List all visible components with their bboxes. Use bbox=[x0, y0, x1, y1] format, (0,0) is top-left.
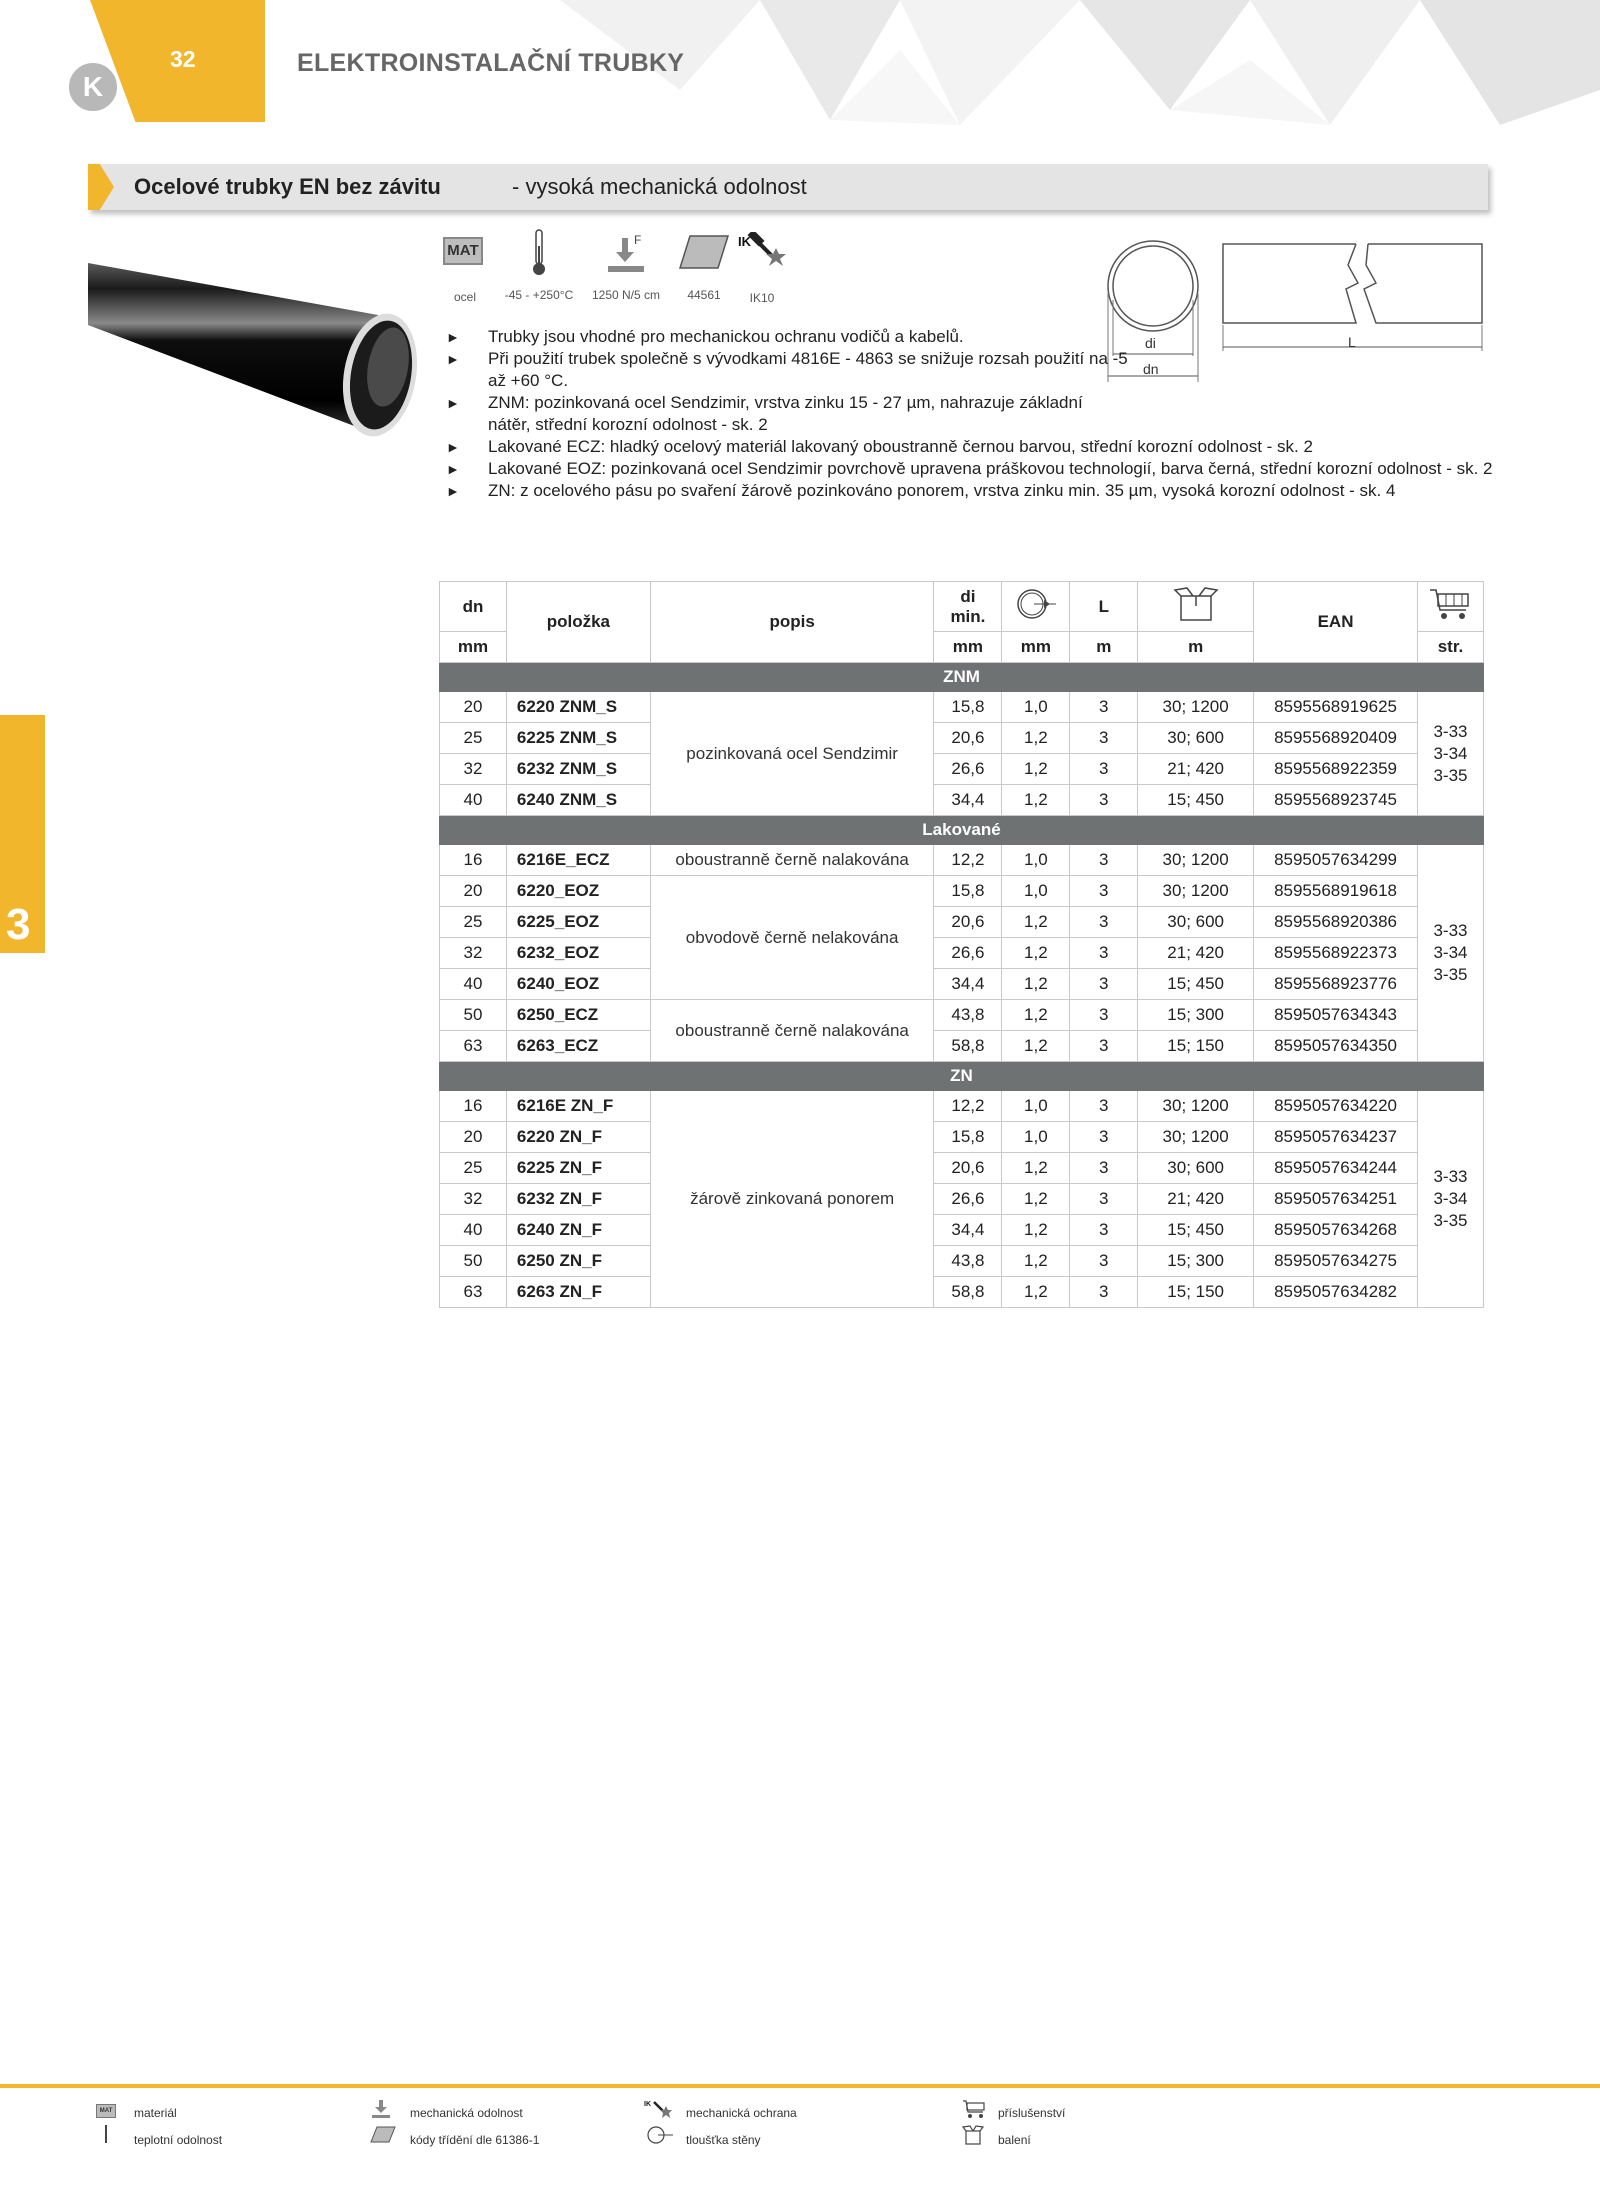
cell-dn: 16 bbox=[440, 1091, 507, 1122]
cell-dn: 32 bbox=[440, 754, 507, 785]
page-ref: 3-35 bbox=[1433, 965, 1468, 984]
force-icon bbox=[604, 232, 648, 276]
footer-code-plate-icon bbox=[370, 2126, 396, 2144]
cell-wall: 1,2 bbox=[1002, 1184, 1070, 1215]
cell-di: 58,8 bbox=[934, 1031, 1002, 1062]
svg-text:IK: IK bbox=[644, 2101, 651, 2108]
wall-thickness-icon bbox=[1014, 586, 1058, 622]
cell-ean: 8595568919625 bbox=[1254, 692, 1418, 723]
cell-length: 3 bbox=[1070, 969, 1138, 1000]
cell-description: pozinkovaná ocel Sendzimir bbox=[650, 692, 934, 816]
cell-pack: 30; 1200 bbox=[1138, 1122, 1254, 1153]
cell-di: 58,8 bbox=[934, 1277, 1002, 1308]
table-row bbox=[440, 1184, 1484, 1215]
table-row bbox=[440, 1277, 1484, 1308]
cell-length: 3 bbox=[1070, 1031, 1138, 1062]
cell-pack: 15; 300 bbox=[1138, 1246, 1254, 1277]
table-row bbox=[440, 1153, 1484, 1184]
cell-item-code: 6216E ZN_F bbox=[506, 1091, 650, 1122]
footer-wall-thickness-icon bbox=[646, 2124, 674, 2146]
cell-wall: 1,0 bbox=[1002, 1091, 1070, 1122]
bullet-arrow-icon: ► bbox=[446, 351, 460, 367]
unit-wall: mm bbox=[1002, 632, 1070, 663]
section-row bbox=[440, 1062, 1484, 1091]
cell-item-code: 6225_EOZ bbox=[506, 907, 650, 938]
footer-box-icon bbox=[962, 2124, 984, 2146]
cell-wall: 1,2 bbox=[1002, 969, 1070, 1000]
bullet-arrow-icon: ► bbox=[446, 483, 460, 499]
footer-cart-icon bbox=[962, 2098, 986, 2120]
cell-di: 20,6 bbox=[934, 1153, 1002, 1184]
footer-ik-hammer-icon bbox=[644, 2098, 674, 2120]
bullet-arrow-icon: ► bbox=[446, 461, 460, 477]
cell-pack: 30; 1200 bbox=[1138, 876, 1254, 907]
cell-ean: 8595568922373 bbox=[1254, 938, 1418, 969]
cell-length: 3 bbox=[1070, 1215, 1138, 1246]
cell-length: 3 bbox=[1070, 723, 1138, 754]
page-ref: 3-33 bbox=[1433, 1167, 1468, 1186]
cell-length: 3 bbox=[1070, 938, 1138, 969]
cell-dn: 50 bbox=[440, 1000, 507, 1031]
cell-wall: 1,2 bbox=[1002, 723, 1070, 754]
cell-pack: 30; 600 bbox=[1138, 907, 1254, 938]
cell-ean: 8595568923745 bbox=[1254, 785, 1418, 816]
section-label: ZN bbox=[440, 1062, 1484, 1091]
cell-wall: 1,2 bbox=[1002, 1277, 1070, 1308]
cell-dn: 25 bbox=[440, 723, 507, 754]
header-ean: EAN bbox=[1254, 582, 1418, 663]
cell-pack: 21; 420 bbox=[1138, 938, 1254, 969]
table-row bbox=[440, 1091, 1484, 1122]
cell-pack: 30; 1200 bbox=[1138, 692, 1254, 723]
page-ref: 3-35 bbox=[1433, 765, 1468, 785]
cell-item-code: 6240 ZN_F bbox=[506, 1215, 650, 1246]
header-pages bbox=[1417, 582, 1483, 632]
table-row bbox=[440, 876, 1484, 907]
footer-legend-label: teplotní odolnost bbox=[134, 2133, 223, 2147]
cell-ean: 8595057634251 bbox=[1254, 1184, 1418, 1215]
cart-icon bbox=[1428, 586, 1472, 622]
cell-description: oboustranně černě nalakována bbox=[650, 845, 934, 876]
cell-di: 15,8 bbox=[934, 1122, 1002, 1153]
cell-item-code: 6240 ZNM_S bbox=[506, 785, 650, 816]
cell-dn: 63 bbox=[440, 1277, 507, 1308]
cell-wall: 1,0 bbox=[1002, 1122, 1070, 1153]
table-row bbox=[440, 1031, 1484, 1062]
cell-item-code: 6240_EOZ bbox=[506, 969, 650, 1000]
unit-dn: mm bbox=[440, 632, 507, 663]
cell-item-code: 6250_ECZ bbox=[506, 1000, 650, 1031]
footer-legend-label: mechanická odolnost bbox=[410, 2106, 523, 2120]
cell-dn: 32 bbox=[440, 938, 507, 969]
bullet-arrow-icon: ► bbox=[446, 395, 460, 411]
ik-hammer-icon bbox=[738, 232, 788, 276]
page-ref: 3-33 bbox=[1433, 921, 1468, 940]
cell-pack: 15; 450 bbox=[1138, 785, 1254, 816]
cell-item-code: 6220_EOZ bbox=[506, 876, 650, 907]
cell-ean: 8595568922359 bbox=[1254, 754, 1418, 785]
header-wall bbox=[1002, 582, 1070, 632]
unit-L: m bbox=[1070, 632, 1138, 663]
cell-ean: 8595568923776 bbox=[1254, 969, 1418, 1000]
cell-ean: 8595057634282 bbox=[1254, 1277, 1418, 1308]
icon-label-temperature: -45 - +250°C bbox=[504, 288, 574, 302]
cell-length: 3 bbox=[1070, 1091, 1138, 1122]
cell-pack: 15; 300 bbox=[1138, 1000, 1254, 1031]
page-ref: 3-33 bbox=[1433, 721, 1468, 741]
cell-wall: 1,2 bbox=[1002, 938, 1070, 969]
cell-length: 3 bbox=[1070, 1000, 1138, 1031]
cell-di: 34,4 bbox=[934, 785, 1002, 816]
cell-wall: 1,2 bbox=[1002, 1153, 1070, 1184]
page-ref: 3-34 bbox=[1433, 943, 1468, 962]
section-row bbox=[440, 663, 1484, 692]
footer-legend-label: balení bbox=[998, 2133, 1031, 2147]
footer-thermometer-icon bbox=[102, 2124, 110, 2146]
cell-ean: 8595568920409 bbox=[1254, 723, 1418, 754]
code-plate-icon bbox=[678, 234, 730, 272]
header-dn: dn bbox=[440, 582, 507, 632]
cell-length: 3 bbox=[1070, 1277, 1138, 1308]
cell-wall: 1,2 bbox=[1002, 1000, 1070, 1031]
section-header: ELEKTROINSTALAČNÍ TRUBKY bbox=[297, 49, 685, 77]
cell-di: 34,4 bbox=[934, 969, 1002, 1000]
footer-force-icon bbox=[370, 2098, 392, 2120]
cell-ean: 8595568920386 bbox=[1254, 907, 1418, 938]
cell-item-code: 6232_EOZ bbox=[506, 938, 650, 969]
cell-dn: 20 bbox=[440, 692, 507, 723]
cell-length: 3 bbox=[1070, 1246, 1138, 1277]
cell-pages bbox=[1417, 1091, 1483, 1308]
cell-ean: 8595568919618 bbox=[1254, 876, 1418, 907]
cell-di: 20,6 bbox=[934, 907, 1002, 938]
brand-logo bbox=[66, 60, 120, 114]
cell-wall: 1,0 bbox=[1002, 876, 1070, 907]
cell-pack: 15; 150 bbox=[1138, 1277, 1254, 1308]
list-item: ► ZN: z ocelového pásu po svaření žárově pozinkováno ponorem, vrstva zinku min. 35 µm, vysoká korozní odolnost - sk. 4 bbox=[446, 481, 1396, 500]
header-pack bbox=[1138, 582, 1254, 632]
cell-item-code: 6220 ZN_F bbox=[506, 1122, 650, 1153]
cell-dn: 25 bbox=[440, 907, 507, 938]
cell-length: 3 bbox=[1070, 1122, 1138, 1153]
cell-ean: 8595057634350 bbox=[1254, 1031, 1418, 1062]
table-row bbox=[440, 692, 1484, 723]
list-item: ► ZNM: pozinkovaná ocel Sendzimir, vrstva zinku 15 - 27 µm, nahrazuje základní nátěr, střední korozní odolnost - sk. 2 bbox=[446, 393, 1083, 434]
cell-wall: 1,2 bbox=[1002, 1246, 1070, 1277]
icon-label-code: 44561 bbox=[687, 288, 721, 302]
footer-divider bbox=[0, 2084, 1600, 2088]
table-row bbox=[440, 754, 1484, 785]
cell-dn: 16 bbox=[440, 845, 507, 876]
cell-wall: 1,2 bbox=[1002, 1031, 1070, 1062]
cell-di: 12,2 bbox=[934, 1091, 1002, 1122]
cell-length: 3 bbox=[1070, 876, 1138, 907]
table-row bbox=[440, 1246, 1484, 1277]
bullet-arrow-icon: ► bbox=[446, 439, 460, 455]
cell-pack: 15; 450 bbox=[1138, 969, 1254, 1000]
cell-pack: 30; 1200 bbox=[1138, 845, 1254, 876]
cell-pack: 30; 600 bbox=[1138, 723, 1254, 754]
cell-di: 15,8 bbox=[934, 876, 1002, 907]
footer-legend-label: příslušenství bbox=[998, 2106, 1066, 2120]
cell-description: oboustranně černě nalakována bbox=[650, 1000, 934, 1062]
list-item: ► Při použití trubek společně s vývodkami 4816E - 4863 se snižuje rozsah použití na -5 až +60 °C. bbox=[446, 349, 1128, 390]
unit-di: mm bbox=[934, 632, 1002, 663]
section-label: ZNM bbox=[440, 663, 1484, 692]
cell-length: 3 bbox=[1070, 1153, 1138, 1184]
list-item: ► Lakované EOZ: pozinkovaná ocel Sendzimir povrchově upravena práškovou technologií, barva černá, střední korozní odolnost - sk. 2 bbox=[446, 459, 1493, 478]
steel-tube-image bbox=[88, 255, 418, 445]
cell-dn: 50 bbox=[440, 1246, 507, 1277]
cell-description: obvodově černě nelakována bbox=[650, 876, 934, 1000]
footer-mat-icon: MAT bbox=[96, 2104, 116, 2118]
bullet-arrow-icon: ► bbox=[446, 329, 460, 345]
table-row bbox=[440, 1000, 1484, 1031]
box-icon bbox=[1173, 586, 1219, 622]
product-table bbox=[439, 581, 1484, 1308]
footer-legend-label: tloušťka stěny bbox=[686, 2133, 761, 2147]
cell-di: 26,6 bbox=[934, 938, 1002, 969]
cell-pack: 30; 1200 bbox=[1138, 1091, 1254, 1122]
cell-item-code: 6263 ZN_F bbox=[506, 1277, 650, 1308]
cell-pack: 30; 600 bbox=[1138, 1153, 1254, 1184]
diagram-label-L: L bbox=[1348, 334, 1356, 350]
cell-ean: 8595057634343 bbox=[1254, 1000, 1418, 1031]
cell-item-code: 6232 ZN_F bbox=[506, 1184, 650, 1215]
product-table-body bbox=[440, 663, 1484, 1308]
cell-dn: 20 bbox=[440, 876, 507, 907]
cell-di: 43,8 bbox=[934, 1246, 1002, 1277]
page-number: 32 bbox=[170, 46, 196, 72]
cell-item-code: 6263_ECZ bbox=[506, 1031, 650, 1062]
page-ref: 3-34 bbox=[1433, 1189, 1468, 1208]
cell-dn: 20 bbox=[440, 1122, 507, 1153]
cell-length: 3 bbox=[1070, 907, 1138, 938]
cell-item-code: 6250 ZN_F bbox=[506, 1246, 650, 1277]
cell-dn: 40 bbox=[440, 969, 507, 1000]
cell-dn: 32 bbox=[440, 1184, 507, 1215]
cell-ean: 8595057634237 bbox=[1254, 1122, 1418, 1153]
cell-di: 20,6 bbox=[934, 723, 1002, 754]
table-row bbox=[440, 938, 1484, 969]
cell-wall: 1,2 bbox=[1002, 754, 1070, 785]
icon-label-ik: IK10 bbox=[749, 291, 775, 305]
cell-wall: 1,0 bbox=[1002, 692, 1070, 723]
cell-item-code: 6225 ZNM_S bbox=[506, 723, 650, 754]
cell-dn: 63 bbox=[440, 1031, 507, 1062]
cell-pack: 21; 420 bbox=[1138, 1184, 1254, 1215]
footer-legend-label: mechanická ochrana bbox=[686, 2106, 797, 2120]
table-row bbox=[440, 785, 1484, 816]
table-row bbox=[440, 969, 1484, 1000]
list-item: ► Trubky jsou vhodné pro mechanickou ochranu vodičů a kabelů. bbox=[446, 327, 964, 346]
cell-ean: 8595057634299 bbox=[1254, 845, 1418, 876]
cell-dn: 40 bbox=[440, 1215, 507, 1246]
cell-item-code: 6232 ZNM_S bbox=[506, 754, 650, 785]
cell-dn: 40 bbox=[440, 785, 507, 816]
icon-label-material: ocel bbox=[453, 290, 476, 304]
header-description: popis bbox=[650, 582, 934, 663]
cell-pages bbox=[1417, 845, 1483, 1062]
cell-pack: 15; 150 bbox=[1138, 1031, 1254, 1062]
cell-wall: 1,2 bbox=[1002, 785, 1070, 816]
table-row bbox=[440, 1215, 1484, 1246]
cell-pack: 21; 420 bbox=[1138, 754, 1254, 785]
table-row bbox=[440, 845, 1484, 876]
footer-legend-label: kódy třídění dle 61386-1 bbox=[410, 2133, 540, 2147]
icon-label-force: 1250 N/5 cm bbox=[591, 288, 661, 302]
cell-length: 3 bbox=[1070, 1184, 1138, 1215]
cell-pages bbox=[1417, 692, 1483, 816]
table-row bbox=[440, 723, 1484, 754]
cell-description: žárově zinkovaná ponorem bbox=[650, 1091, 934, 1308]
header-di: di min. bbox=[934, 582, 1002, 632]
cell-pack: 15; 450 bbox=[1138, 1215, 1254, 1246]
cell-ean: 8595057634244 bbox=[1254, 1153, 1418, 1184]
header-L: L bbox=[1070, 582, 1138, 632]
cell-length: 3 bbox=[1070, 754, 1138, 785]
cell-wall: 1,2 bbox=[1002, 1215, 1070, 1246]
cell-wall: 1,2 bbox=[1002, 907, 1070, 938]
cell-di: 34,4 bbox=[934, 1215, 1002, 1246]
list-item: ► Lakované ECZ: hladký ocelový materiál lakovaný oboustranně černou barvou, střední korozní odolnost - sk. 2 bbox=[446, 437, 1313, 456]
table-row bbox=[440, 907, 1484, 938]
force-letter: F bbox=[634, 233, 642, 247]
cell-ean: 8595057634268 bbox=[1254, 1215, 1418, 1246]
cell-di: 26,6 bbox=[934, 1184, 1002, 1215]
thermometer-icon bbox=[530, 228, 548, 278]
cell-ean: 8595057634220 bbox=[1254, 1091, 1418, 1122]
cell-length: 3 bbox=[1070, 845, 1138, 876]
cell-dn: 25 bbox=[440, 1153, 507, 1184]
unit-pack: m bbox=[1138, 632, 1254, 663]
footer-legend-label: materiál bbox=[134, 2106, 177, 2120]
header-pages-label: str. bbox=[1417, 632, 1483, 663]
cell-item-code: 6220 ZNM_S bbox=[506, 692, 650, 723]
page-ref: 3-35 bbox=[1433, 1211, 1468, 1230]
cell-item-code: 6225 ZN_F bbox=[506, 1153, 650, 1184]
section-label: Lakované bbox=[440, 816, 1484, 845]
cell-wall: 1,0 bbox=[1002, 845, 1070, 876]
diagram-label-dn: dn bbox=[1143, 361, 1159, 377]
cell-di: 26,6 bbox=[934, 754, 1002, 785]
chapter-number: 3 bbox=[6, 900, 31, 949]
feature-list bbox=[440, 326, 1500, 502]
logo-letter: K bbox=[82, 71, 104, 102]
product-subtitle: - vysoká mechanická odolnost bbox=[512, 174, 807, 199]
diagram-label-di: di bbox=[1145, 335, 1156, 351]
section-row bbox=[440, 816, 1484, 845]
header-item: položka bbox=[506, 582, 650, 663]
cell-item-code: 6216E_ECZ bbox=[506, 845, 650, 876]
cell-length: 3 bbox=[1070, 692, 1138, 723]
product-title: Ocelové trubky EN bez závitu bbox=[134, 174, 441, 199]
ik-letters: IK bbox=[738, 234, 751, 249]
cell-ean: 8595057634275 bbox=[1254, 1246, 1418, 1277]
cell-di: 12,2 bbox=[934, 845, 1002, 876]
cell-di: 15,8 bbox=[934, 692, 1002, 723]
table-row bbox=[440, 1122, 1484, 1153]
cell-length: 3 bbox=[1070, 785, 1138, 816]
cell-di: 43,8 bbox=[934, 1000, 1002, 1031]
material-icon: MAT bbox=[443, 237, 483, 265]
page-ref: 3-34 bbox=[1433, 743, 1468, 763]
